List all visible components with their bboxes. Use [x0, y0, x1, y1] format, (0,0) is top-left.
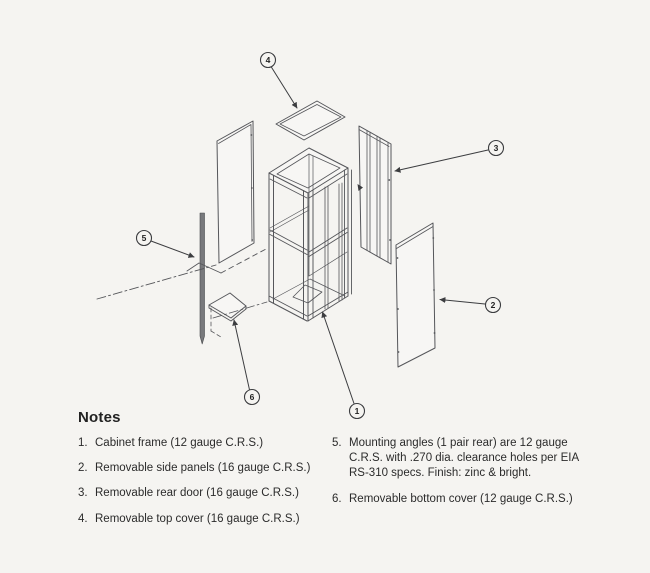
- side-panel-left-drawing: [217, 121, 254, 263]
- side-panel-right-drawing: [396, 223, 435, 367]
- note-item-5: [332, 436, 600, 482]
- note-item-6: [332, 492, 600, 507]
- notes-column-right: [332, 436, 600, 537]
- callout-5: [137, 231, 152, 246]
- rear-door-drawing: [358, 126, 392, 264]
- note-4-number: 4.: [78, 512, 88, 525]
- note-1-text: Cabinet frame (12 gauge C.R.S.): [95, 437, 264, 449]
- callout-6: [245, 390, 260, 405]
- callout-2-label: 2: [490, 300, 496, 310]
- notes-section: [78, 409, 623, 537]
- top-cover-drawing: [276, 101, 345, 140]
- note-6-text: Removable bottom cover (12 gauge C.R.S.): [349, 492, 573, 505]
- note-1-number: 1.: [78, 437, 88, 449]
- bottom-cover-drawing: [209, 293, 267, 337]
- alignment-lines-left: [97, 249, 266, 299]
- note-5-text: Mounting angles (1 pair rear) are 12 gauge C.R.S. with .270 dia. clearance holes per EIA RS-310 specs. Finish: zinc & bright.: [349, 437, 579, 480]
- note-2-text: Removable side panels (16 gauge C.R.S.): [95, 462, 311, 475]
- callout-3-label: 3: [493, 143, 499, 153]
- note-5-number: 5.: [332, 437, 342, 449]
- callout-2: [486, 298, 501, 313]
- callout-5-label: 5: [141, 233, 147, 243]
- callout-6-label: 6: [249, 392, 255, 402]
- note-item-3: [78, 486, 332, 501]
- note-3-text: Removable rear door (16 gauge C.R.S.): [95, 487, 299, 500]
- note-4-text: Removable top cover (16 gauge C.R.S.): [95, 512, 300, 525]
- note-item-1: [78, 436, 332, 451]
- note-6-number: 6.: [332, 492, 342, 505]
- note-item-4: [78, 512, 332, 527]
- mounting-angle-drawing: [200, 213, 205, 344]
- cabinet-frame-drawing: [269, 148, 352, 321]
- callout-1-label: 1: [354, 406, 360, 416]
- callout-3: [489, 141, 504, 156]
- notes-column-left: [78, 436, 332, 537]
- callout-4-label: 4: [265, 55, 271, 65]
- callout-4: [261, 53, 276, 68]
- notes-heading: Notes: [78, 409, 121, 426]
- note-item-2: [78, 461, 332, 476]
- note-2-number: 2.: [78, 462, 88, 475]
- note-3-number: 3.: [78, 487, 88, 500]
